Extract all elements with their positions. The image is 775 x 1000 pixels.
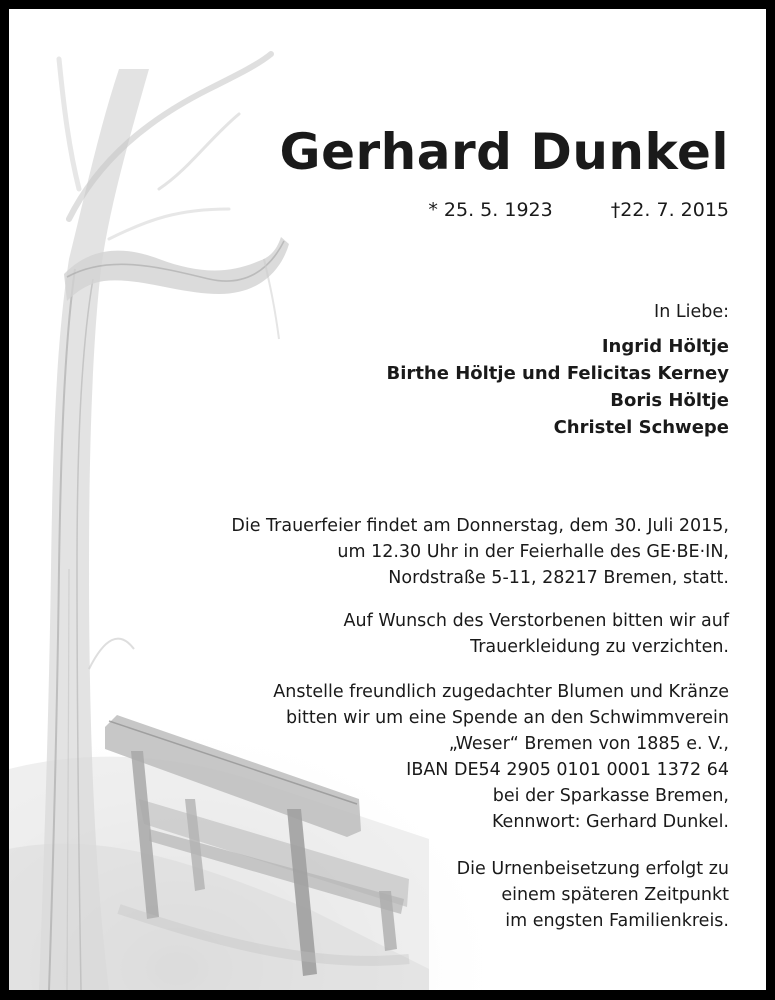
text-line: bei der Sparkasse Bremen, bbox=[492, 786, 729, 806]
attire-notice bbox=[344, 608, 729, 660]
text-line: Kennwort: Gerhard Dunkel. bbox=[491, 812, 729, 832]
iban-line: IBAN DE54 2905 0101 0001 1372 64 bbox=[406, 760, 729, 780]
death-date: †22. 7. 2015 bbox=[610, 199, 729, 221]
life-dates bbox=[428, 199, 729, 221]
in-love-label: In Liebe: bbox=[654, 302, 729, 322]
text-line: um 12.30 Uhr in der Feierhalle des GE·BE·IN, bbox=[337, 542, 729, 562]
mourner-name: Boris Höltje bbox=[610, 390, 729, 411]
mourner-name: Christel Schwepe bbox=[553, 417, 729, 438]
text-line: Die Trauerfeier findet am Donnerstag, dem 30. Juli 2015, bbox=[231, 516, 729, 536]
donation-notice bbox=[273, 679, 729, 835]
mourner-name: Birthe Höltje und Felicitas Kerney bbox=[386, 363, 729, 384]
funeral-notice bbox=[231, 513, 729, 591]
text-line: Trauerkleidung zu verzichten. bbox=[470, 637, 729, 657]
text-line: Auf Wunsch des Verstorbenen bitten wir auf bbox=[343, 611, 729, 631]
mourner-name: Ingrid Höltje bbox=[601, 336, 729, 357]
burial-notice bbox=[457, 856, 729, 934]
text-line: Anstelle freundlich zugedachter Blumen und Kränze bbox=[273, 682, 729, 702]
text-line: Die Urnenbeisetzung erfolgt zu bbox=[456, 859, 729, 879]
mourners-list bbox=[387, 333, 729, 441]
text-line: einem späteren Zeitpunkt bbox=[501, 885, 729, 905]
deceased-name: Gerhard Dunkel bbox=[279, 123, 729, 181]
obituary-paper bbox=[9, 9, 766, 990]
birth-date: * 25. 5. 1923 bbox=[428, 199, 553, 221]
text-line: bitten wir um eine Spende an den Schwimmverein bbox=[286, 708, 729, 728]
text-line: Nordstraße 5-11, 28217 Bremen, statt. bbox=[388, 568, 729, 588]
text-line: „Weser“ Bremen von 1885 e. V., bbox=[448, 734, 729, 754]
text-line: im engsten Familienkreis. bbox=[505, 911, 729, 931]
